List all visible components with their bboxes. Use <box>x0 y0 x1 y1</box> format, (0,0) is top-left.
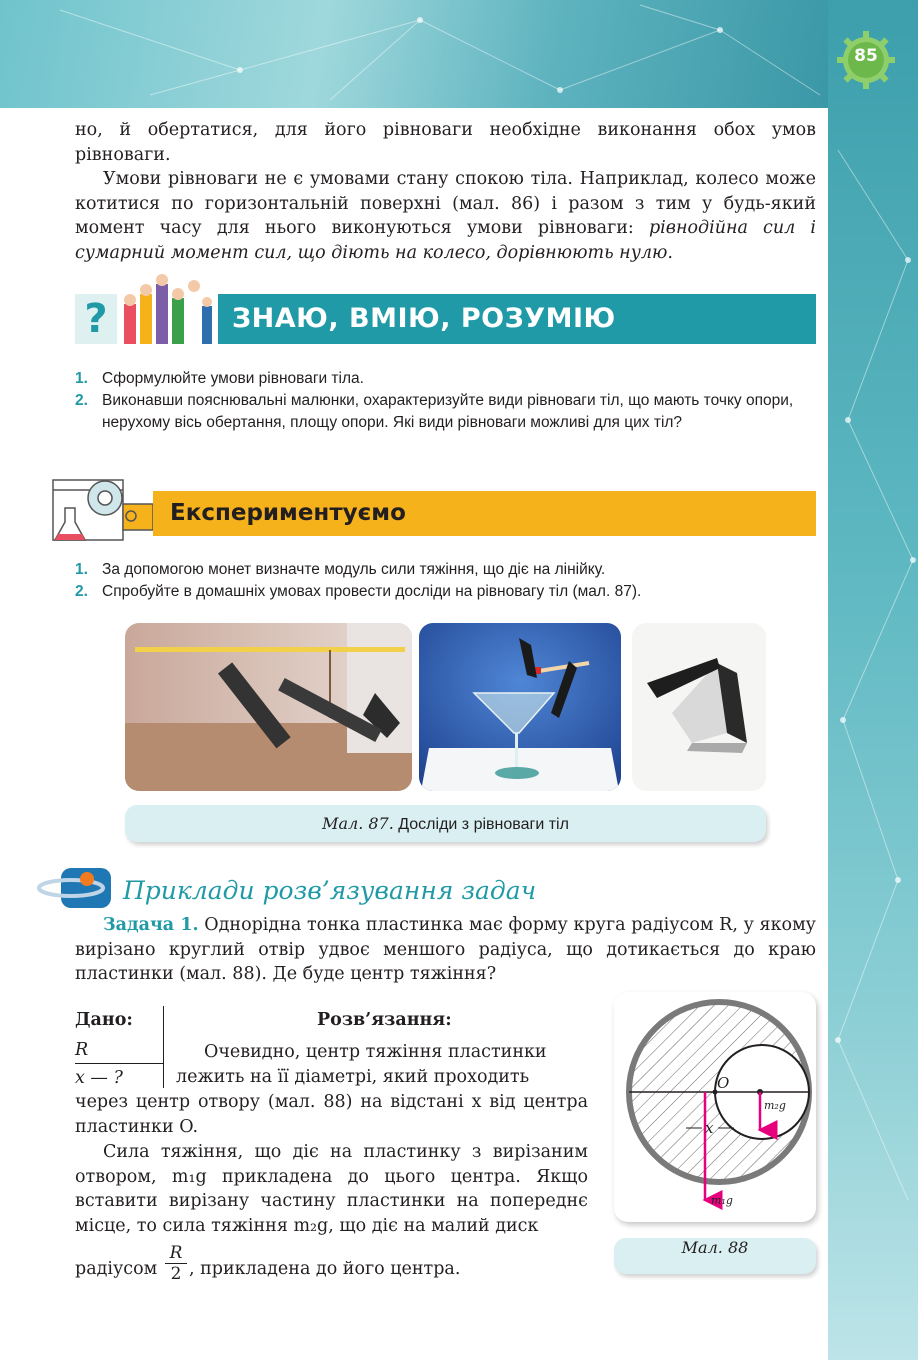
solution-line-radius: радіусом <box>75 1259 158 1279</box>
item-text: Виконавши пояснювальні малюнки, охарактеризуйте види рівноваги тіл, що мають точку опори, нерухому вісь обертання, площу опори. Які види рівноваги можливі для цих тіл? <box>102 392 794 431</box>
section-title-experiment: Експериментуємо <box>170 500 406 526</box>
paragraph-intro-2 <box>75 167 816 265</box>
page-header-band <box>0 0 918 108</box>
figure-88-card <box>614 992 816 1222</box>
item-text: Сформулюйте умови рівноваги тіла. <box>102 370 364 387</box>
given-value: R <box>75 1040 89 1060</box>
fraction-denominator: 2 <box>165 1263 187 1284</box>
task-label: Задача 1. <box>103 915 199 935</box>
figure-caption-88: Мал. 88 <box>614 1238 816 1274</box>
solution-line-end: , прикладена до його центра. <box>189 1259 461 1279</box>
solution-header: Розв’язання: <box>317 1010 452 1030</box>
solution-line-1: Очевидно, центр тяжіння пластинки <box>204 1042 547 1062</box>
figure-88-diagram <box>614 992 816 1222</box>
section-title-know: ЗНАЮ, ВМІЮ, РОЗУМІЮ <box>232 303 616 334</box>
label-m1g: m₁g <box>711 1194 733 1207</box>
list-item <box>75 559 816 581</box>
raised-hands-icon <box>118 270 218 344</box>
right-margin-band <box>828 0 918 1360</box>
label-x: x <box>705 1119 714 1137</box>
list-item <box>75 368 816 390</box>
label-o: O <box>717 1074 730 1092</box>
item-number: 2. <box>75 583 88 600</box>
task-list <box>75 559 816 603</box>
section-title-examples: Приклади розв’язування задач <box>123 876 537 905</box>
figure-caption-text-87: Досліди з рівноваги тіл <box>398 816 569 833</box>
fraction-r-over-2 <box>165 1243 187 1284</box>
item-number: 1. <box>75 370 88 387</box>
network-pattern-right <box>828 0 918 1360</box>
list-item <box>75 581 816 603</box>
question-list <box>75 368 816 434</box>
label-m2g: m₂g <box>764 1099 786 1112</box>
solution-line-2: лежить на її діаметрі, який проходить <box>176 1067 530 1087</box>
atom-orbit-icon <box>35 864 113 910</box>
item-number: 1. <box>75 561 88 578</box>
given-header: Дано: <box>75 1010 133 1030</box>
figure-caption-87 <box>125 805 766 842</box>
figure-label-87: Мал. 87. <box>322 814 394 833</box>
lab-equipment-icon <box>45 470 157 548</box>
solution-paragraph-2: Сила тяжіння, що діє на пластинку з вирізаним отвором, m₁g прикладена до цього центра. Якщо вставити вирізану частину пластинки на попереднє місце, то сила тяжіння m₂g, що діє на малий диск <box>75 1142 588 1236</box>
item-number: 2. <box>75 392 88 409</box>
list-item <box>75 390 816 434</box>
photo-paper-bird <box>632 623 766 791</box>
task-text: Однорідна тонка пластинка має форму круга радіусом R, у якому вирізано круглий отвір удвоє меншого радіуса, що дотикається до краю пластинки (мал. 88). Де буде центр тяжіння? <box>75 915 816 984</box>
page-number: 85 <box>854 46 878 66</box>
solution-paragraph-1: через центр отвору (мал. 88) на відстані x від центра пластинки O. <box>75 1092 588 1137</box>
item-text: Спробуйте в домашніх умовах провести досліди на рівновагу тіл (мал. 87). <box>102 583 642 600</box>
task-1-statement <box>75 913 816 987</box>
given-divider <box>163 1006 164 1088</box>
question-mark-icon: ? <box>75 294 117 344</box>
photo-glass-balance <box>419 623 621 791</box>
given-underline <box>75 1063 163 1064</box>
intro-italic-text: рівнодійна сил і сумарний момент сил, що діють на колесо, дорівнюють нулю. <box>75 218 817 263</box>
fraction-numerator: R <box>169 1243 183 1263</box>
photo-hammer-ruler <box>125 623 412 791</box>
given-unknown: x — ? <box>75 1068 123 1088</box>
intro-text: Умови рівноваги не є умовами стану спокою тіла. Наприклад, колесо може котитися по горизонтальній поверхні (мал. 86) і разом з тим у будь-який момент часу для нього виконуються умови рівноваги: <box>75 169 816 238</box>
paragraph-intro-1: но, й обертатися, для його рівноваги необхідне виконання обох умов рівноваги. <box>75 120 816 165</box>
network-pattern <box>0 0 918 108</box>
item-text: За допомогою монет визначте модуль сили тяжіння, що діє на лінійку. <box>102 561 606 578</box>
